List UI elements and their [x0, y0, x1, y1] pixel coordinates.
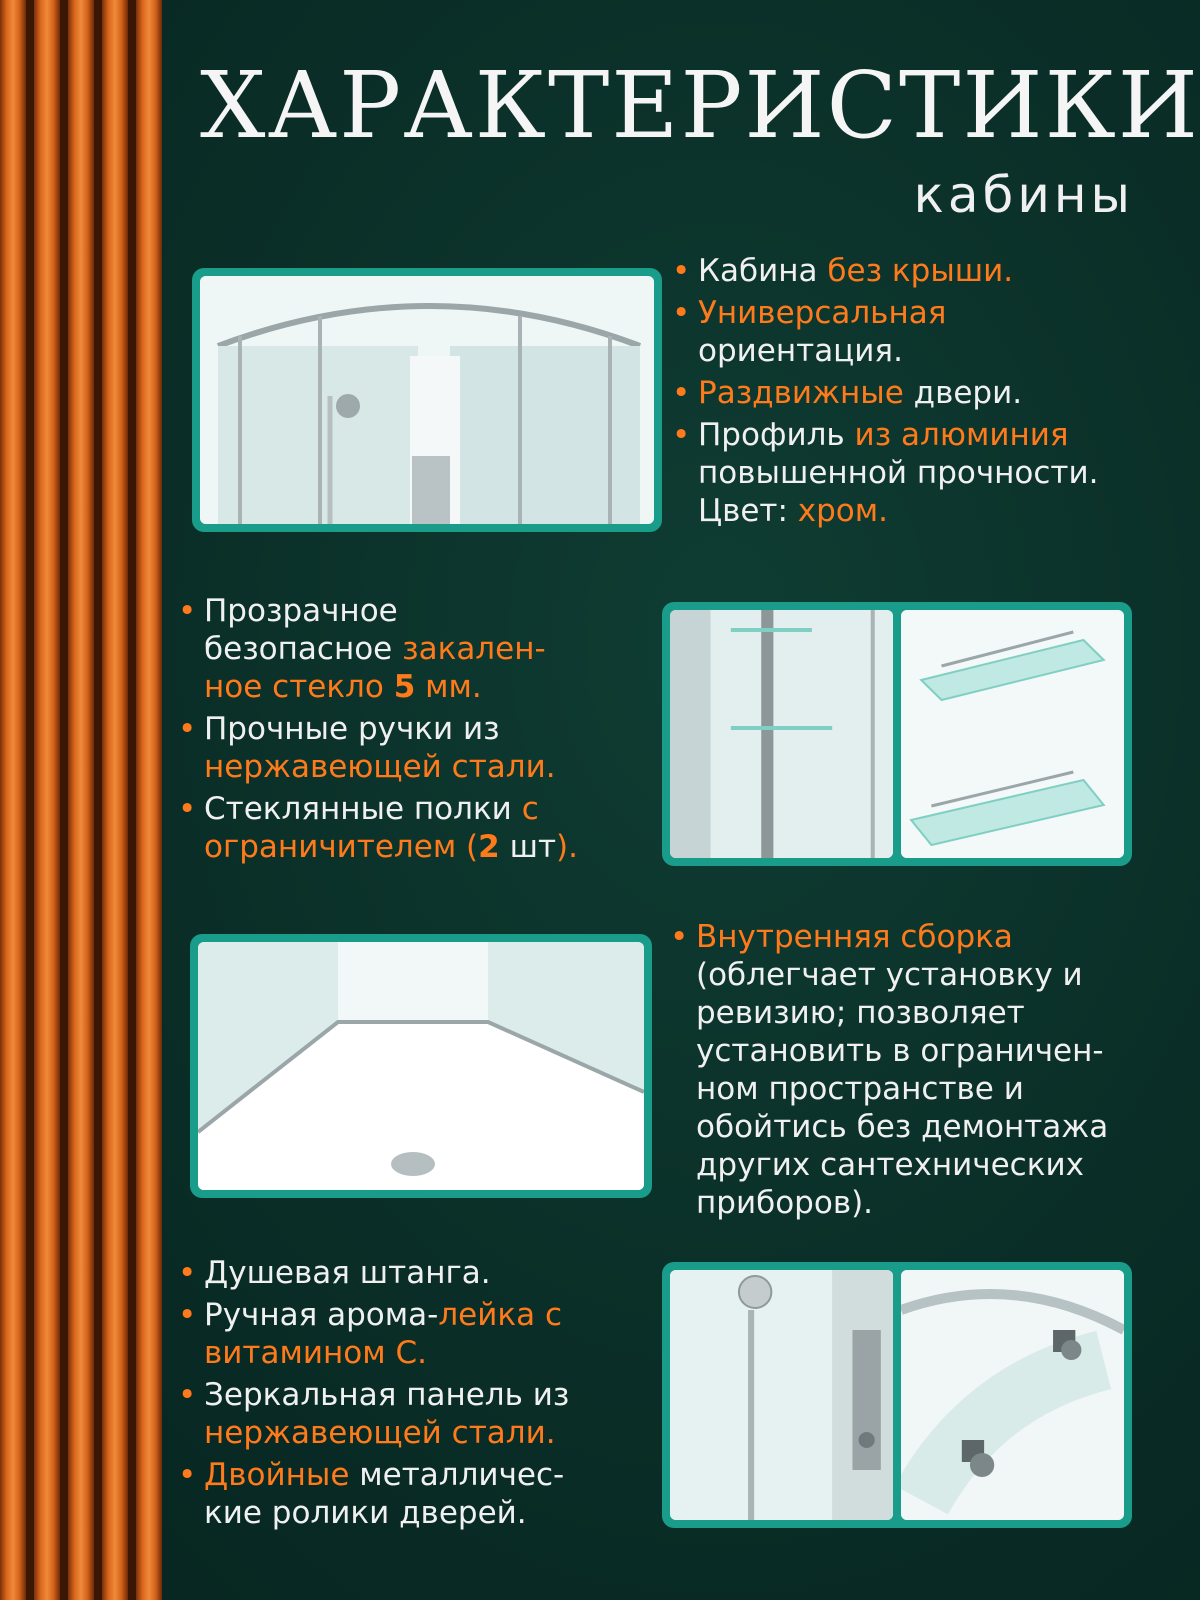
- bullet-icon: •: [178, 1297, 197, 1333]
- feature-text: Прочные ручки из: [204, 711, 500, 747]
- feature-highlight: нержавеющей стали.: [204, 1415, 556, 1451]
- feature-highlight: Универсальная: [698, 295, 947, 331]
- photo-shower-rollers-frame: [662, 1262, 1132, 1528]
- feature-item: [178, 592, 648, 706]
- bullet-icon: •: [672, 417, 691, 453]
- feature-highlight: из алюминия: [854, 417, 1069, 453]
- features-block-1: [672, 252, 1152, 534]
- bullet-icon: •: [178, 1457, 197, 1493]
- feature-highlight: без крыши.: [827, 253, 1014, 289]
- bullet-icon: •: [178, 791, 197, 827]
- feature-item: [178, 710, 648, 786]
- feature-item: [672, 374, 1152, 412]
- bullet-icon: •: [178, 711, 197, 747]
- feature-text: шт: [499, 829, 557, 865]
- feature-highlight: Внутренняя сборка: [696, 919, 1013, 955]
- feature-highlight: 2: [478, 829, 500, 865]
- feature-text: двери.: [903, 375, 1023, 411]
- bullet-icon: •: [672, 375, 691, 411]
- feature-item: [178, 790, 648, 866]
- door-rollers-photo: [901, 1270, 1124, 1520]
- shower-tray-photo: [198, 942, 644, 1190]
- feature-text: Прозрачное: [204, 593, 398, 629]
- feature-item: [178, 1376, 648, 1452]
- features-block-4: [178, 1254, 648, 1536]
- glass-shelves-photo: [901, 610, 1124, 858]
- page-subtitle: кабины: [913, 166, 1134, 224]
- bullet-icon: •: [672, 295, 691, 331]
- feature-item: [178, 1254, 648, 1292]
- feature-highlight: нержавеющей стали.: [204, 749, 556, 785]
- feature-item: [178, 1456, 648, 1532]
- feature-text: Душевая штанга.: [204, 1255, 491, 1291]
- glass-handle-photo: [670, 610, 893, 858]
- feature-highlight: ное стекло: [204, 669, 394, 705]
- feature-highlight: Раздвижные: [698, 375, 904, 411]
- feature-item: [670, 918, 1160, 1222]
- feature-text: других сантехнических: [696, 1147, 1084, 1183]
- bullet-icon: •: [178, 593, 197, 629]
- feature-highlight: закален-: [402, 631, 546, 667]
- feature-text: Кабина: [698, 253, 828, 289]
- feature-highlight: с: [521, 791, 539, 827]
- feature-text: Зеркальная панель из: [204, 1377, 570, 1413]
- feature-text: кие ролики дверей.: [204, 1495, 527, 1531]
- feature-highlight: хром.: [797, 493, 889, 529]
- feature-text: установить в ограничен-: [696, 1033, 1104, 1069]
- features-block-2: [178, 592, 648, 870]
- bullet-icon: •: [670, 919, 689, 955]
- photo-tray-frame: [190, 934, 652, 1198]
- feature-highlight: мм.: [415, 669, 482, 705]
- photo-cabin-frame: [192, 268, 662, 532]
- feature-item: [178, 1296, 648, 1372]
- feature-text: ном пространстве и: [696, 1071, 1024, 1107]
- feature-text: повышенной прочности.: [698, 455, 1099, 491]
- feature-text: обойтись без демонтажа: [696, 1109, 1109, 1145]
- bullet-icon: •: [178, 1255, 197, 1291]
- feature-item: [672, 252, 1152, 290]
- feature-text: ориентация.: [698, 333, 903, 369]
- bullet-icon: •: [672, 253, 691, 289]
- cabin-photo: [200, 276, 654, 524]
- feature-text: ревизию; позволяет: [696, 995, 1025, 1031]
- feature-highlight: ).: [556, 829, 578, 865]
- feature-item: [672, 416, 1152, 530]
- feature-text: безопасное: [204, 631, 403, 667]
- wood-slats-decoration: [0, 0, 165, 1600]
- bullet-icon: •: [178, 1377, 197, 1413]
- feature-text: (облегчает установку и: [696, 957, 1083, 993]
- feature-text: приборов).: [696, 1185, 874, 1221]
- feature-text: Цвет:: [698, 493, 798, 529]
- feature-item: [672, 294, 1152, 370]
- photo-glass-shelves-frame: [662, 602, 1132, 866]
- page-title: ХАРАКТЕРИСТИКИ: [200, 52, 1200, 159]
- feature-highlight: ограничителем (: [204, 829, 479, 865]
- feature-text: металличес-: [349, 1457, 565, 1493]
- feature-text: Стеклянные полки: [204, 791, 522, 827]
- feature-highlight: Двойные: [204, 1457, 350, 1493]
- feature-text: Профиль: [698, 417, 855, 453]
- feature-highlight: витамином С.: [204, 1335, 427, 1371]
- feature-highlight: 5: [393, 669, 416, 705]
- feature-text: Ручная арома-: [204, 1297, 439, 1333]
- shower-rod-photo: [670, 1270, 893, 1520]
- features-block-3: [670, 918, 1160, 1226]
- feature-highlight: лейка с: [438, 1297, 562, 1333]
